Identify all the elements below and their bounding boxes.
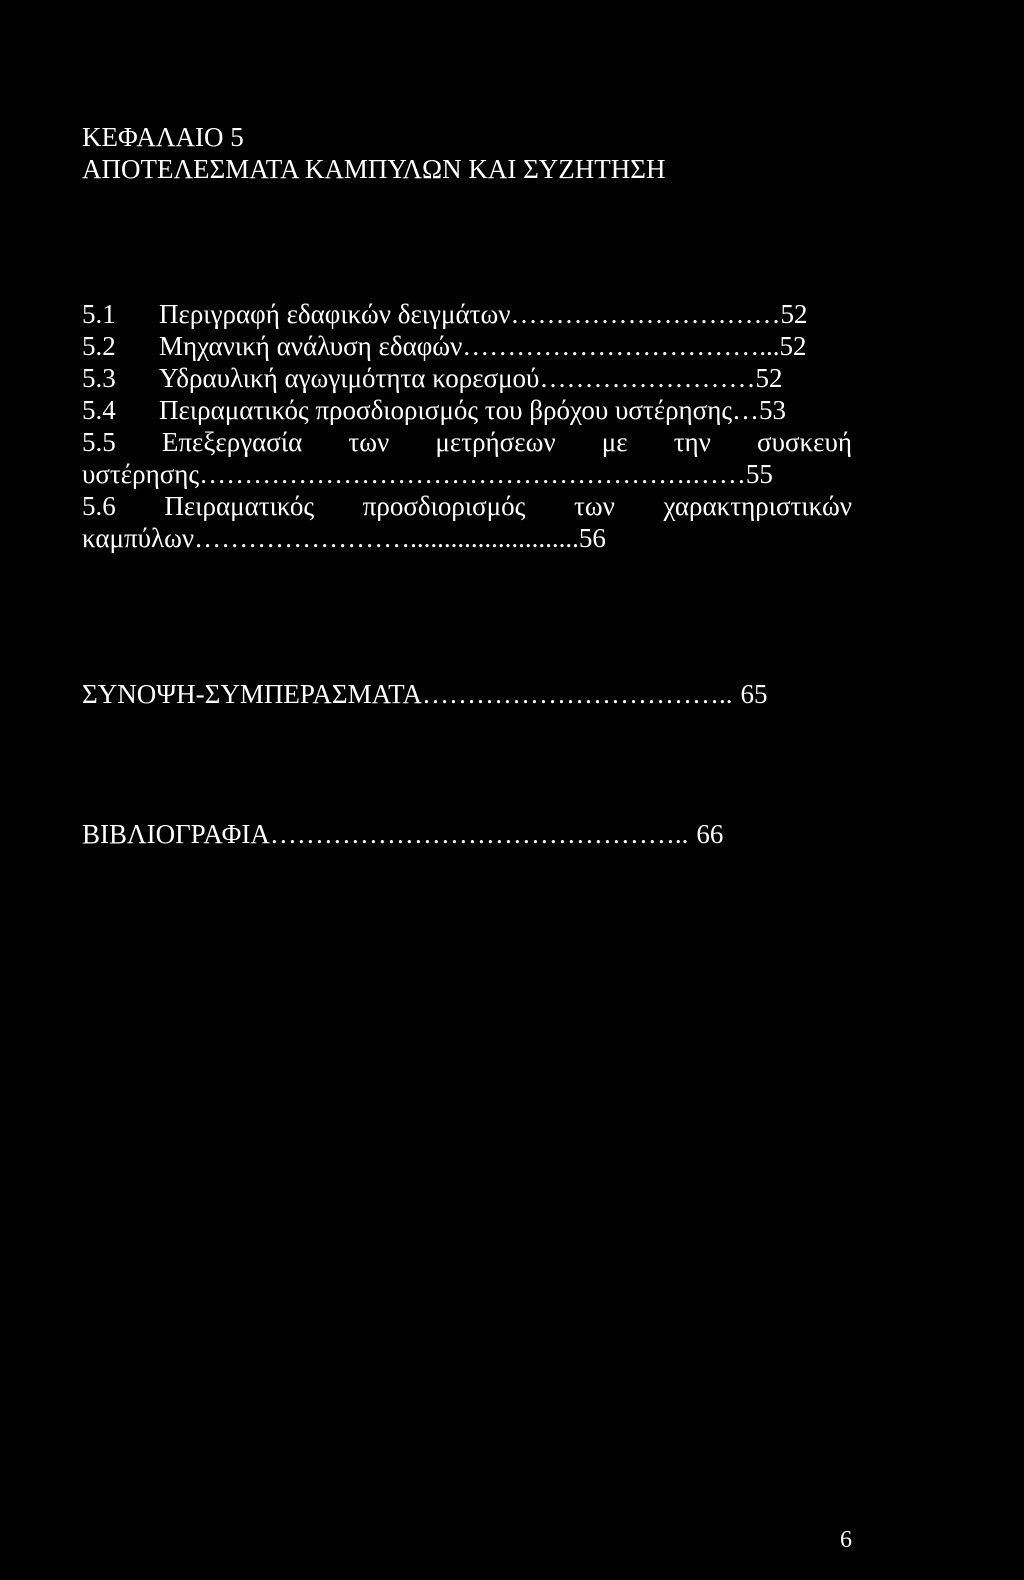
toc-entry-continuation [82, 458, 852, 490]
toc-entry-leader: ……………………52 [539, 363, 783, 393]
synopsis-entry [82, 678, 852, 710]
bibliography-entry [82, 818, 852, 850]
toc-entry-title: υστέρησης [82, 459, 200, 489]
table-of-contents [82, 298, 852, 554]
toc-entry-title: Υδραυλική αγωγιμότητα κορεσμού [159, 363, 540, 393]
toc-entry-word: Πειραματικός [164, 491, 315, 521]
toc-entry-word: συσκευή [757, 427, 852, 457]
toc-entry-number: 5.3 [82, 363, 116, 393]
toc-entry-leader: …………………………52 [510, 299, 808, 329]
toc-entry-leader: ……………………………...52 [462, 331, 807, 361]
toc-entry-word: των [574, 491, 615, 521]
toc-entry-word: προσδιορισμός [362, 491, 526, 521]
toc-entry-justified [82, 490, 852, 522]
bibliography-leader: ……………………………………….. [269, 819, 689, 849]
bibliography-page: 66 [696, 819, 724, 849]
toc-entry-justified [82, 426, 852, 458]
toc-entry [82, 394, 852, 426]
toc-entry [82, 298, 852, 330]
toc-entry-title: Πειραματικός προσδιορισμός του βρόχου υστέρησης [159, 395, 733, 425]
toc-entry-continuation [82, 522, 852, 554]
chapter-heading [82, 121, 852, 185]
toc-entry-word: την [673, 427, 711, 457]
synopsis-page: 65 [740, 679, 768, 709]
toc-entry-title: Περιγραφή εδαφικών δειγμάτων [159, 299, 511, 329]
toc-entry-word: των [348, 427, 390, 457]
toc-entry-title: καμπύλων [82, 523, 195, 553]
toc-entry-word: μετρήσεων [435, 427, 556, 457]
synopsis-leader: …………………………….. [421, 679, 733, 709]
toc-entry-word: χαρακτηριστικών [663, 491, 852, 521]
toc-entry-word: με [601, 427, 628, 457]
toc-entry-title: Μηχανική ανάλυση εδαφών [159, 331, 463, 361]
toc-entry-word: Επεξεργασία [161, 427, 303, 457]
toc-entry-number: 5.2 [82, 331, 116, 361]
toc-entry-leader: …53 [732, 395, 787, 425]
toc-entry [82, 330, 852, 362]
bibliography-title: ΒΙΒΛΙΟΓΡΑΦΙΑ [82, 819, 270, 849]
toc-entry-leader: ……………………………………………….……55 [199, 459, 773, 489]
toc-entry-number: 5.5 [82, 427, 116, 457]
toc-entry [82, 362, 852, 394]
toc-entry-number: 5.1 [82, 299, 116, 329]
chapter-label: ΚΕΦΑΛΑΙΟ 5 [82, 122, 244, 152]
synopsis-title: ΣΥΝΟΨΗ-ΣΥΜΠΕΡΑΣΜΑΤΑ [82, 679, 422, 709]
page-number: 6 [840, 1527, 852, 1553]
chapter-title: ΑΠΟΤΕΛΕΣΜΑΤΑ ΚΑΜΠΥΛΩΝ ΚΑΙ ΣΥΖΗΤΗΣΗ [82, 154, 666, 184]
toc-entry-number: 5.6 [82, 491, 116, 521]
toc-entry-leader: …………………….........................56 [194, 523, 606, 553]
toc-entry-number: 5.4 [82, 395, 116, 425]
